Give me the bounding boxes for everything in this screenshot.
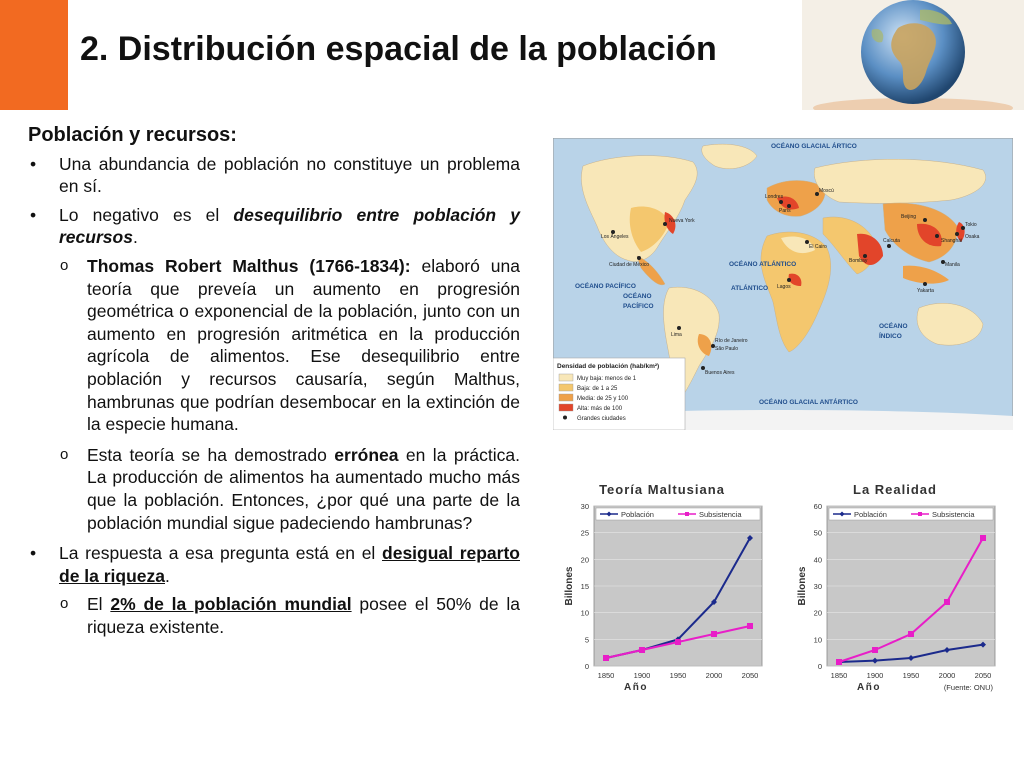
x-axis-label: Año: [857, 682, 881, 693]
legend-label: Alta: más de 100: [577, 406, 623, 412]
sub-bullet-marker: o: [60, 256, 69, 274]
y-tick-label: 25: [580, 528, 589, 538]
population-density-map: [553, 138, 1013, 430]
x-tick-label: 1900: [866, 671, 884, 680]
sub-bullet-text: El: [87, 594, 111, 615]
bullet-text: Una abundancia de población no constituye un problema en sí.: [59, 153, 520, 197]
strong-underlined-text: desigual reparto de la riqueza: [59, 543, 520, 586]
map-ocean-label: PACÍFICO: [623, 303, 654, 310]
y-tick-label: 15: [580, 582, 589, 591]
map-city-label: Osaka: [965, 234, 980, 240]
malthus-name: Thomas Robert Malthus (1766-1834):: [87, 255, 411, 276]
strong-underlined-text: 2% de la población mundial: [110, 594, 352, 615]
y-tick-label: 0: [584, 662, 589, 671]
strong-text: errónea: [334, 444, 399, 465]
data-point: [747, 623, 753, 629]
legend-swatch: [563, 416, 567, 420]
x-tick-label: 1900: [633, 671, 651, 680]
sub-bullet-text: posee el 50% de la riqueza existente.: [87, 594, 520, 637]
bullet-text: .: [165, 565, 170, 586]
y-tick-label: 40: [813, 555, 822, 565]
x-tick-label: 1950: [669, 671, 687, 680]
map-ocean-label: OCÉANO GLACIAL ÁRTICO: [771, 143, 857, 150]
sub-bullet-marker: o: [60, 595, 69, 613]
x-tick-label: 2050: [741, 671, 759, 680]
y-tick-label: 20: [580, 555, 589, 565]
map-city-label: Shanghái: [941, 238, 963, 244]
y-tick-label: 20: [813, 608, 822, 618]
chart-la-realidad: [793, 478, 1003, 705]
map-city-label: Nueva York: [669, 218, 695, 224]
y-axis-label: Billones: [797, 566, 808, 606]
data-point: [980, 535, 986, 541]
data-point: [711, 631, 717, 637]
chart-title: La Realidad: [853, 482, 937, 497]
bullet-text: Lo negativo es el: [59, 204, 234, 225]
legend-title: Densidad de población (hab/km²): [557, 363, 660, 370]
y-axis-label: Billones: [564, 566, 575, 606]
map-ocean-label: ATLÁNTICO: [731, 285, 769, 292]
x-tick-label: 1950: [902, 671, 920, 680]
accent-bar: [0, 0, 68, 110]
data-point: [639, 647, 645, 653]
map-city-label: El Cairo: [809, 244, 827, 250]
chart-teoria-maltusiana: [560, 478, 770, 705]
x-tick-label: 2000: [938, 671, 956, 680]
y-tick-label: 10: [580, 608, 589, 618]
legend-label: Población: [621, 510, 654, 519]
sub-bullet-item: [28, 593, 520, 638]
map-ocean-label: OCÉANO: [623, 293, 652, 300]
map-ocean-label: ÍNDICO: [879, 333, 902, 340]
bullet-text: La respuesta a esa pregunta está en el: [59, 543, 383, 564]
x-tick-label: 1850: [830, 671, 848, 680]
sub-bullet-marker: o: [60, 445, 69, 463]
map-city-label: Los Ángeles: [601, 234, 629, 240]
x-tick-label: 2050: [974, 671, 992, 680]
y-tick-label: 10: [813, 635, 822, 645]
map-city-label: Yakarta: [917, 288, 934, 294]
map-city-label: París: [779, 208, 791, 214]
legend-label: Muy baja: menos de 1: [577, 376, 637, 382]
sub-bullet-text: elaboró una teoría que preveía un aumento en progresión geométrica o exponencial de la población, junto con un aumento en progresión aritmética en la producción agrícola de alimentos. Ese desequilibrio entre población y recursos causaría, según Malthus, hambrunas que podrían desembocar en la extinción de la especie humana.: [87, 255, 520, 435]
line-chart: [560, 478, 770, 700]
map-city-label: Beijing: [901, 214, 917, 220]
legend-label: Baja: de 1 a 25: [577, 386, 618, 392]
world-map: [553, 138, 1013, 430]
map-city-label: Moscú: [819, 188, 834, 194]
map-city-label: Tokio: [965, 222, 977, 228]
map-city-label: Ciudad de México: [609, 262, 650, 268]
legend-label: Subsistencia: [699, 510, 742, 519]
map-city-label: Lagos: [777, 284, 791, 290]
map-city-label: Buenos Aires: [705, 370, 735, 376]
sub-bullet-text: Esta teoría se ha demostrado: [87, 444, 335, 465]
slide-body: [28, 124, 520, 646]
y-tick-label: 30: [813, 582, 822, 591]
data-point: [872, 647, 878, 653]
legend-label: Media: de 25 y 100: [577, 396, 629, 402]
legend-label: Grandes ciudades: [577, 416, 626, 422]
data-point: [603, 655, 609, 661]
line-chart: [793, 478, 1003, 700]
map-city-label: Manila: [945, 262, 960, 268]
bullet-item: [28, 204, 520, 249]
bullet-text: .: [132, 227, 138, 248]
sub-bullet-item: [28, 444, 520, 534]
legend-swatch: [559, 404, 573, 411]
map-ocean-label: OCÉANO ATLÁNTICO: [729, 261, 797, 268]
x-tick-label: 2000: [705, 671, 723, 680]
map-city-label: Londres: [765, 194, 784, 200]
slide-title: 2. Distribución espacial de la población: [80, 30, 717, 68]
chart-source: (Fuente: ONU): [943, 683, 993, 692]
y-tick-label: 50: [813, 528, 822, 538]
legend-swatch: [559, 374, 573, 381]
map-city-label: São Paulo: [715, 346, 739, 352]
bullet-marker: •: [30, 153, 37, 174]
legend-swatch: [559, 394, 573, 401]
sub-bullet-text: en la práctica. La producción de alimentos ha aumentado mucho más que la población. Entonces, ¿por qué una parte de la población mundial sigue padeciendo hambrunas?: [87, 444, 520, 533]
section-subtitle: Población y recursos:: [28, 124, 237, 146]
map-city-label: Río de Janeiro: [715, 338, 748, 344]
map-city-label: Calcuta: [883, 238, 900, 244]
y-tick-label: 60: [813, 502, 822, 511]
globe-icon: [802, 0, 1024, 110]
map-ocean-label: OCÉANO: [879, 323, 908, 330]
y-tick-label: 30: [580, 502, 589, 511]
chart-title: Teoría Maltusiana: [599, 482, 725, 497]
data-point: [675, 639, 681, 645]
data-point: [908, 631, 914, 637]
legend-marker: [918, 512, 922, 516]
bullet-item: [28, 542, 520, 587]
legend-label: Población: [854, 510, 887, 519]
legend-label: Subsistencia: [932, 510, 975, 519]
globe-image: [802, 0, 1024, 110]
x-axis-label: Año: [624, 682, 648, 693]
y-tick-label: 0: [817, 662, 822, 671]
map-city-label: Bombay: [849, 258, 868, 264]
bullet-marker: •: [30, 543, 37, 564]
bullet-marker: •: [30, 204, 37, 225]
x-tick-label: 1850: [597, 671, 615, 680]
emphasis-text: desequilibrio entre población y recursos: [59, 204, 521, 248]
legend-swatch: [559, 384, 573, 391]
legend-marker: [685, 512, 689, 516]
data-point: [836, 659, 842, 665]
data-point: [944, 599, 950, 605]
bullet-item: [28, 153, 520, 198]
map-ocean-label: OCÉANO PACÍFICO: [575, 283, 636, 290]
map-ocean-label: OCÉANO GLACIAL ANTÁRTICO: [759, 399, 858, 406]
sub-bullet-item: [28, 255, 520, 436]
map-city-label: Lima: [671, 332, 682, 338]
y-tick-label: 5: [584, 635, 589, 645]
